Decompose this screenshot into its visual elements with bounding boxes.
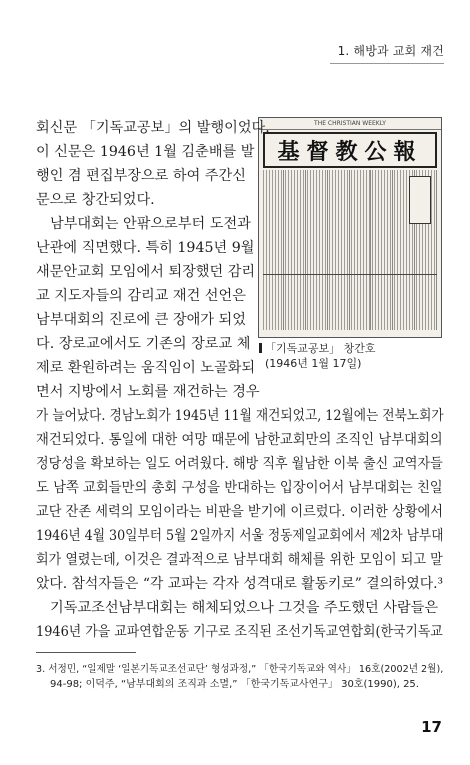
newspaper-fold-rule [263,274,437,275]
newspaper-subtitle: THE CHRISTIAN WEEKLY [259,118,441,130]
body-line: 회가 열렸는데, 이것은 결과적으로 남부대회 해체를 위한 모임이 되고 말 [36,552,443,568]
footnote-rule [36,652,136,653]
body-line: 제로 환원하려는 움직임이 노골화되 [36,360,256,376]
body-line: 기독교조선남부대회는 해체되었으나 그것을 주도했던 사람들은 [50,600,439,616]
body-line: 1946년 4월 30일부터 5월 2일까지 서울 정동제일교회에서 제2차 남부대 [36,528,444,544]
newspaper-editorial-box [409,176,431,224]
header-rule [330,63,444,64]
body-line: 정당성을 확보하는 일도 어려웠다. 해방 직후 월남한 이북 출신 교역자들 [36,456,443,472]
newspaper-masthead: 基督教公報 [263,132,437,168]
body-line: 회신문 「기독교공보」의 발행이었다. [36,120,270,136]
newspaper-text-columns [263,170,437,330]
body-line: 새문안교회 모임에서 퇴장했던 감리 [36,264,256,280]
body-line: 문으로 창간되었다. [36,192,155,208]
body-line: 1946년 가을 교파연합운동 기구로 조직된 조선기독교연합회(한국기독교 [36,624,443,640]
body-line: 교단 잔존 세력의 모임이라는 비판을 받기에 이르렀다. 이러한 상황에서 [36,504,443,520]
body-line: 았다. 참석자들은 “각 교파는 각자 성격대로 활동키로” 결의하였다.³ [36,576,444,592]
body-line: 남부대회는 안팎으로부터 도전과 [50,216,251,232]
body-line: 재건되었다. 통일에 대한 여망 때문에 남한교회만의 조직인 남부대회의 [36,432,443,448]
footnote-line: 3. 서정민, “일제말 ‘일본기독교조선교단’ 형성과정,” 「한국기독교와 역사」 16호(2002년 2월), [36,664,444,675]
page-number: 17 [421,718,442,736]
running-header: 1. 해방과 교회 재건 [337,44,444,58]
body-line: 가 늘어났다. 경남노회가 1945년 11월 재건되었고, 12월에는 전북노회가 [36,408,444,424]
body-line: 교 지도자들의 감리교 재건 선언은 [36,288,246,304]
footnote-line: 94-98; 이덕주, “남부대회의 조직과 소멸,” 「한국기독교사연구」 30호(1990), 25. [50,679,419,690]
body-line: 행인 겸 편집부장으로 하여 주간신 [36,168,246,184]
caption-marker [259,343,262,353]
figure-caption [259,341,376,371]
body-line: 남부대회의 진로에 큰 장애가 되었 [36,312,246,328]
body-line: 도 남쪽 교회들만의 총회 구성을 반대하는 입장이어서 남부대회는 친일 [36,480,443,496]
body-line: 면서 지방에서 노회를 재건하는 경우 [36,384,260,400]
newspaper-figure [258,117,442,338]
caption-title: 「기독교공보」 창간호 [265,342,376,355]
body-line: 이 신문은 1946년 1월 김춘배를 발 [36,144,255,160]
body-line: 다. 장로교에서도 기존의 장로교 체 [36,336,251,352]
body-line: 난관에 직면했다. 특히 1945년 9월 [36,240,255,256]
caption-date: (1946년 1월 17일) [265,357,362,370]
